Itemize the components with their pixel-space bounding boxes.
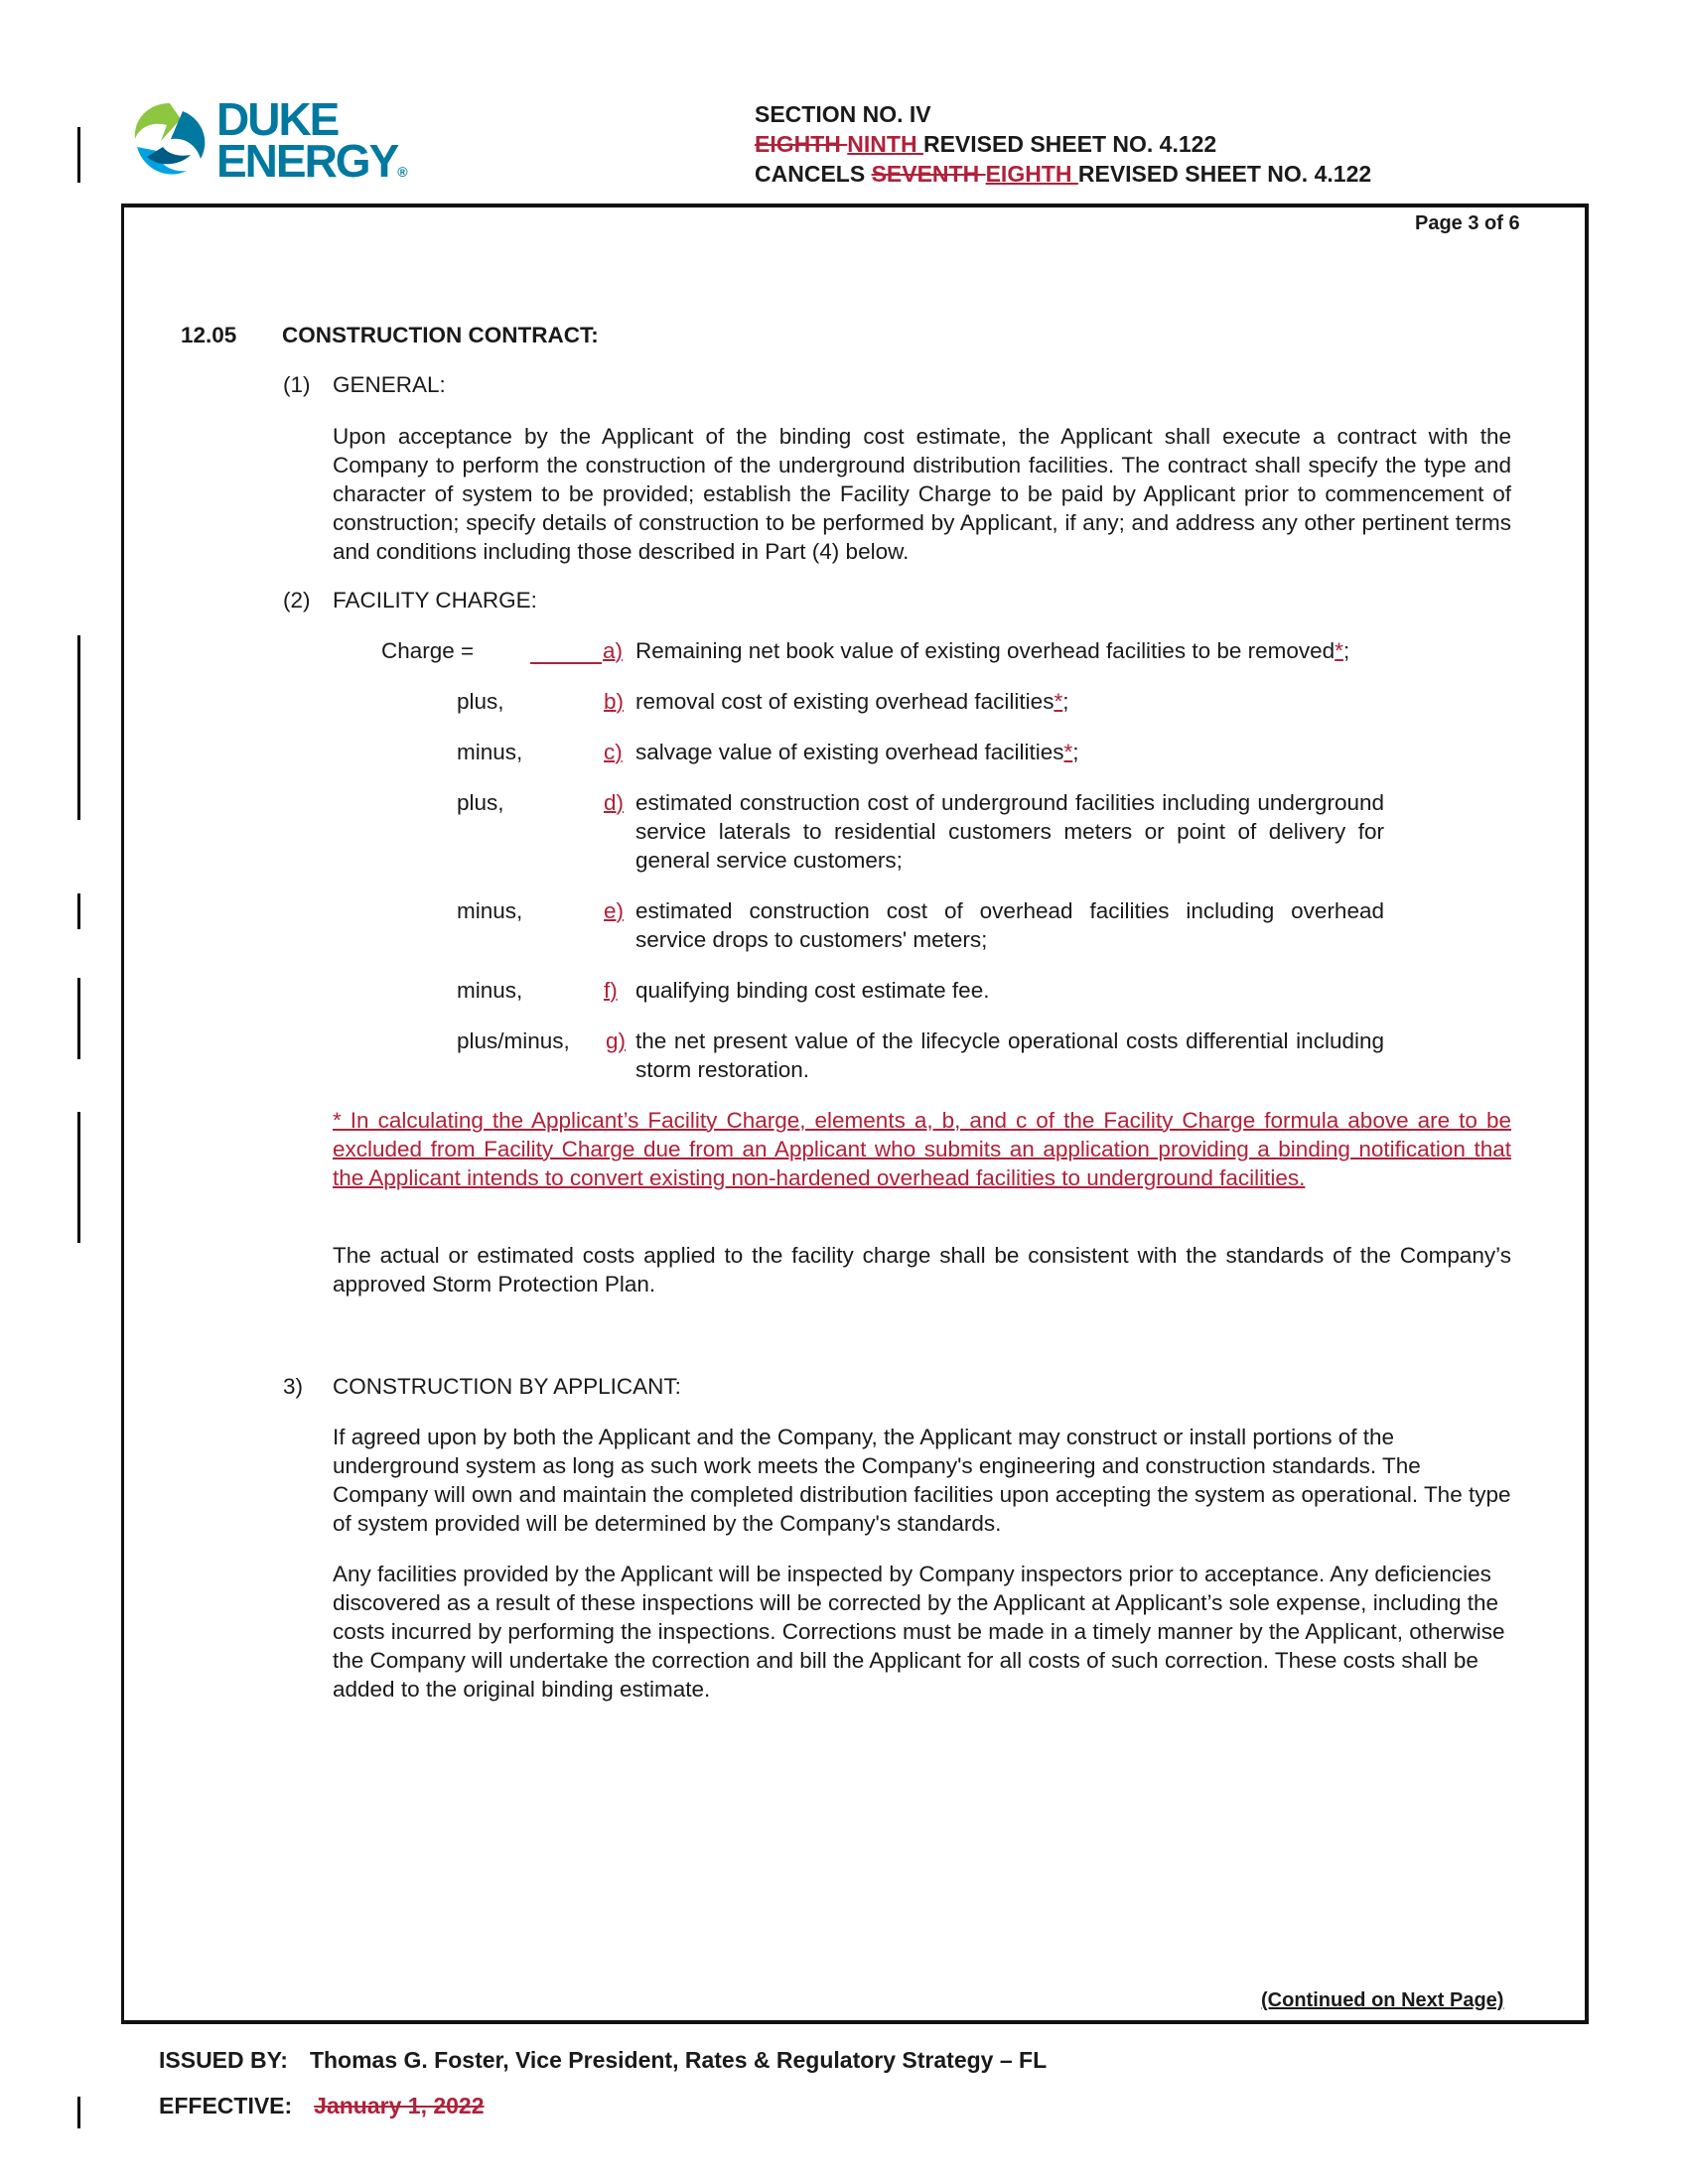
change-bar [77,127,80,183]
item-letter: d) [604,790,625,815]
change-bar [77,635,80,820]
inserted-asterisk: * [1054,689,1063,714]
item-letter: c) [604,740,623,764]
facility-footnote: * In calculating the Applicant’s Facility Charge, elements a, b, and c of the Facility Charge formula above are to be excluded from Facility Charge due from an Applicant who submits an application providing a binding notification that the Applicant intends to convert existing non-hardened overhead facilities to underground facilities. [333,1108,1511,1190]
issued-by [159,2047,1047,2074]
deleted-text: SEVENTH [871,161,986,187]
revised-sheet-text: REVISED SHEET NO. 4.122 [922,131,1217,157]
item-text: the net present value of the lifecycle operational costs differential including storm restoration. [635,1028,1384,1082]
continued-note: (Continued on Next Page) [1261,1989,1504,2011]
item-letter: f) [604,978,618,1003]
operator-label: minus, [457,978,523,1003]
page-number: Page 3 of 6 [1415,212,1520,234]
item-end: ; [1342,638,1350,663]
general-heading: GENERAL: [333,372,446,397]
applicant-paragraph-1: If agreed upon by both the Applicant and the Company, the Applicant may construct or install portions of the underground system as long as such work meets the Company's engineering and construction standards. The Company will own and maintain the completed distribution facilities upon accepting the system as operational. The type of system provided will be determined by the Company's standards. [333,1425,1511,1536]
change-bar [77,978,80,1059]
inserted-asterisk: * [1335,638,1343,663]
applicant-heading: CONSTRUCTION BY APPLICANT: [333,1374,681,1399]
inserted-text: EIGHTH [985,161,1078,187]
cancels-sheet-line [755,159,1371,189]
item-text [635,636,1349,665]
cancels-sheet-text: REVISED SHEET NO. 4.122 [1077,161,1372,187]
item-end: ; [1062,689,1069,714]
change-bar [77,1112,80,1243]
operator-label: plus/minus, [457,1028,570,1053]
item-text: estimated construction cost of underground facilities including underground service laterals to residential customers meters or point of delivery for general service customers; [635,790,1384,873]
logo-wordmark-energy: ENERGY [216,135,398,187]
effective-date-value: January 1, 2022 [314,2093,485,2118]
item-letter: b) [604,689,625,714]
section-number: SECTION NO. IV [755,101,931,127]
revised-sheet-line [755,129,1371,159]
applicant-number: 3) [283,1374,304,1399]
inserted-underline [530,662,602,664]
issued-by-value: Thomas G. Foster, Vice President, Rates & Regulatory Strategy – FL [309,2047,1048,2073]
item-text: estimated construction cost of overhead facilities including overhead service drops to customers' meters; [635,898,1384,952]
storm-protection-paragraph: The actual or estimated costs applied to the facility charge shall be consistent with the standards of the Company’s approved Storm Protection Plan. [333,1243,1511,1297]
logo-wordmark-line2 [216,135,408,192]
item-text [635,687,1068,716]
sheet-header [755,99,1371,189]
general-number: (1) [283,372,311,397]
facility-number: (2) [283,588,311,613]
inserted-asterisk: * [1063,740,1073,764]
inserted-text: NINTH [847,131,923,157]
change-bar [77,893,80,929]
item-text: qualifying binding cost estimate fee. [635,978,990,1003]
deleted-text: EIGHTH [755,131,848,157]
charge-label: Charge = [381,638,475,663]
facility-heading: FACILITY CHARGE: [333,588,537,613]
operator-label: plus, [457,790,504,815]
issued-by-label: ISSUED BY: [159,2047,288,2073]
registered-mark: ® [397,164,408,180]
logo-wordmark-line1: DUKE [216,93,339,145]
change-bar [77,2097,80,2128]
section-number-label: 12.05 [181,323,237,347]
operator-label: plus, [457,689,504,714]
applicant-paragraph-2: Any facilities provided by the Applicant will be inspected by Company inspectors prior to acceptance. Any deficiencies discovered as a result of these inspections will be corrected by the Applicant at Applicant’s sole expense, including the costs incurred by performing the inspections. Corrections must be made in a timely manner by the Applicant, otherwise the Company will undertake the correction and bill the Applicant for all costs of such correction. These costs shall be added to the original binding estimate. [333,1562,1505,1702]
effective-date [159,2093,485,2119]
duke-energy-logo-mark [127,97,212,183]
item-letter: a) [603,638,624,663]
item-text-body: salvage value of existing overhead facilities [635,740,1064,764]
operator-label: minus, [457,740,523,764]
cancels-prefix: CANCELS [755,161,872,187]
section-title: CONSTRUCTION CONTRACT: [282,323,599,347]
general-paragraph: Upon acceptance by the Applicant of the binding cost estimate, the Applicant shall execute a contract with the Company to perform the construction of the underground distribution facilities. The contract shall specify the type and character of system to be provided; establish the Facility Charge to be paid by Applicant prior to commencement of construction; specify details of construction to be performed by Applicant, if any; and address any other pertinent terms and conditions including those described in Part (4) below. [333,424,1511,564]
duke-energy-logo [127,95,425,189]
item-letter: g) [606,1028,627,1053]
item-text [635,738,1079,766]
item-letter: e) [604,898,625,923]
effective-label: EFFECTIVE: [159,2093,293,2118]
item-end: ; [1072,740,1079,764]
operator-label: minus, [457,898,523,923]
item-text-body: removal cost of existing overhead facilities [635,689,1055,714]
item-text-body: Remaining net book value of existing overhead facilities to be removed [635,638,1336,663]
